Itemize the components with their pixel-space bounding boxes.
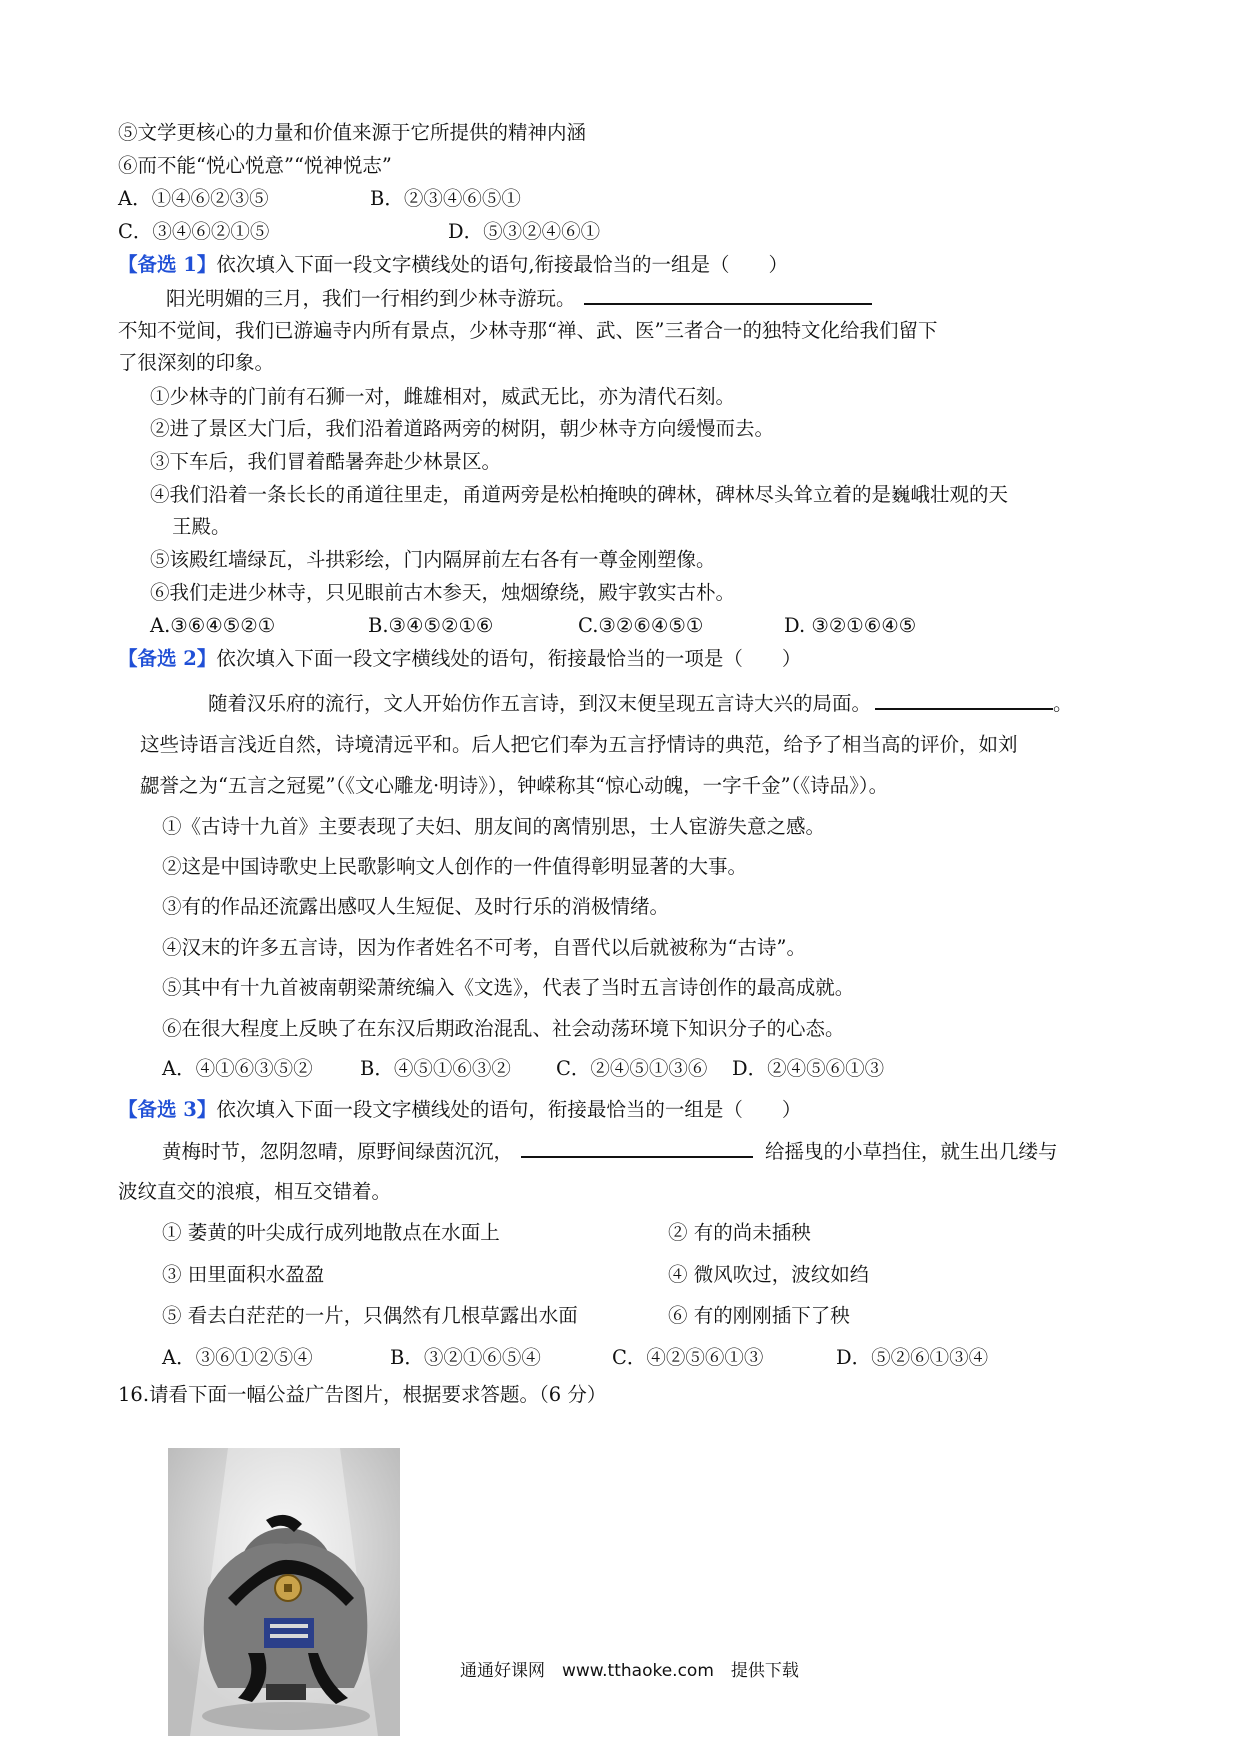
q2-sentence-4: ④汉末的许多五言诗，因为作者姓名不可考，自晋代以后就被称为“古诗”。 [162, 936, 806, 959]
q2-blank[interactable] [875, 690, 1053, 710]
q2-paragraph-2: 这些诗语言浅近自然，诗境清远平和。后人把它们奉为五言抒情诗的典范，给予了相当高的评价，如刘 [140, 733, 1018, 756]
q16-prompt: 16.请看下面一幅公益广告图片，根据要求答题。（6 分） [118, 1383, 607, 1406]
q1-option-a: A.③⑥④⑤②① [150, 614, 276, 637]
q3-blank[interactable] [521, 1138, 753, 1158]
q1-sentence-3: ③下车后，我们冒着酷暑奔赴少林景区。 [150, 450, 502, 473]
q2-paragraph-3: 勰誉之为“五言之冠冕”（《文心雕龙·明诗》），钟嵘称其“惊心动魄，一字千金”（《诗品》）。 [140, 774, 889, 797]
option-c: C．③④⑥②①⑤ [118, 220, 270, 243]
q3-p1b-text: 给摇曳的小草挡住，就生出几缕与 [765, 1140, 1058, 1163]
q2-heading [118, 646, 801, 672]
q3-p1-text: 黄梅时节，忽阴忽晴，原野间绿茵沉沉， [162, 1140, 514, 1163]
q2-p1-text: 随着汉乐府的流行，文人开始仿作五言诗，到汉末便呈现五言诗大兴的局面。 [208, 692, 872, 715]
q3-sentence-3: ③ 田里面积水盈盈 [162, 1263, 325, 1286]
option-b: B．②③④⑥⑤① [370, 187, 521, 210]
q3-option-a: A．③⑥①②⑤④ [162, 1346, 313, 1369]
footer-watermark: 通通好课网 www.tthaoke.com 提供下载 [460, 1661, 799, 1681]
public-service-ad-image [168, 1448, 400, 1736]
q3-option-b: B．③②①⑥⑤④ [390, 1346, 541, 1369]
sentence-6: ⑥而不能“悦心悦意”“悦神悦志” [118, 154, 392, 177]
q1-sentence-4a: ④我们沿着一条长长的甬道往里走，甬道两旁是松柏掩映的碑林，碑林尽头耸立着的是巍峨壮观的天 [150, 483, 1009, 506]
q1-heading [118, 252, 788, 278]
q1-tag: 【备选 1】 [118, 253, 217, 276]
q3-sentence-6: ⑥ 有的刚刚插下了秧 [668, 1304, 850, 1327]
q3-paragraph-2: 波纹直交的浪痕，相互交错着。 [118, 1180, 392, 1203]
q2-p1-end: 。 [1053, 692, 1073, 715]
q2-sentence-1: ①《古诗十九首》主要表现了夫妇、朋友间的离情别思，士人宦游失意之感。 [162, 815, 826, 838]
q3-sentence-2: ② 有的尚未插秧 [668, 1221, 811, 1244]
q2-sentence-6: ⑥在很大程度上反映了在东汉后期政治混乱、社会动荡环境下知识分子的心态。 [162, 1017, 845, 1040]
q1-sentence-1: ①少林寺的门前有石狮一对，雌雄相对，威武无比，亦为清代石刻。 [150, 385, 736, 408]
q1-option-c: C.③②⑥④⑤① [578, 614, 704, 637]
q2-tag: 【备选 2】 [118, 647, 217, 670]
q2-sentence-2: ②这是中国诗歌史上民歌影响文人创作的一件值得彰明显著的大事。 [162, 855, 748, 878]
q2-prompt: 依次填入下面一段文字横线处的语句，衔接最恰当的一项是（ ） [216, 647, 802, 670]
q2-sentence-3: ③有的作品还流露出感叹人生短促、及时行乐的消极情绪。 [162, 895, 670, 918]
q3-sentence-5: ⑤ 看去白茫茫的一片，只偶然有几根草露出水面 [162, 1304, 578, 1327]
q3-paragraph-1 [162, 1138, 1058, 1165]
q2-option-b: B．④⑤①⑥③② [360, 1057, 511, 1080]
poster-illustration [168, 1448, 400, 1736]
sentence-5: ⑤文学更核心的力量和价值来源于它所提供的精神内涵 [118, 121, 587, 144]
q2-option-a: A．④①⑥③⑤② [162, 1057, 313, 1080]
q1-paragraph-2: 不知不觉间，我们已游遍寺内所有景点，少林寺那“禅、武、医”三者合一的独特文化给我们留下 [118, 319, 938, 342]
q2-sentence-5: ⑤其中有十九首被南朝梁萧统编入《文选》，代表了当时五言诗创作的最高成就。 [162, 976, 855, 999]
q2-option-c: C．②④⑤①③⑥ [556, 1057, 708, 1080]
q1-blank[interactable] [584, 285, 872, 305]
q2-option-d: D．②④⑤⑥①③ [732, 1057, 885, 1080]
q3-heading [118, 1097, 801, 1123]
q1-option-d: D. ③②①⑥④⑤ [784, 614, 917, 637]
option-a: A．①④⑥②③⑤ [118, 187, 269, 210]
q1-p1-text: 阳光明媚的三月，我们一行相约到少林寺游玩。 [166, 287, 576, 310]
q3-prompt: 依次填入下面一段文字横线处的语句，衔接最恰当的一组是（ ） [216, 1098, 802, 1121]
q3-option-d: D．⑤②⑥①③④ [836, 1346, 989, 1369]
q3-sentence-4: ④ 微风吹过，波纹如绉 [668, 1263, 870, 1286]
q1-option-b: B.③④⑤②①⑥ [368, 614, 494, 637]
q3-option-c: C．④②⑤⑥①③ [612, 1346, 764, 1369]
q1-sentence-6: ⑥我们走进少林寺，只见眼前古木参天，烛烟缭绕，殿宇敦实古朴。 [150, 581, 736, 604]
q1-prompt: 依次填入下面一段文字横线处的语句,衔接最恰当的一组是（ ） [216, 253, 789, 276]
q1-sentence-2: ②进了景区大门后，我们沿着道路两旁的树阴，朝少林寺方向缓慢而去。 [150, 417, 775, 440]
q1-sentence-4b: 王殿。 [172, 515, 231, 538]
q1-paragraph-1 [166, 285, 872, 312]
q1-paragraph-3: 了很深刻的印象。 [118, 351, 275, 374]
q3-sentence-1: ① 萎黄的叶尖成行成列地散点在水面上 [162, 1221, 500, 1244]
q1-sentence-5: ⑤该殿红墙绿瓦，斗拱彩绘，门内隔屏前左右各有一尊金刚塑像。 [150, 548, 716, 571]
q2-paragraph-1 [208, 690, 1073, 717]
q3-tag: 【备选 3】 [118, 1098, 217, 1121]
option-d: D．⑤③②④⑥① [448, 220, 601, 243]
